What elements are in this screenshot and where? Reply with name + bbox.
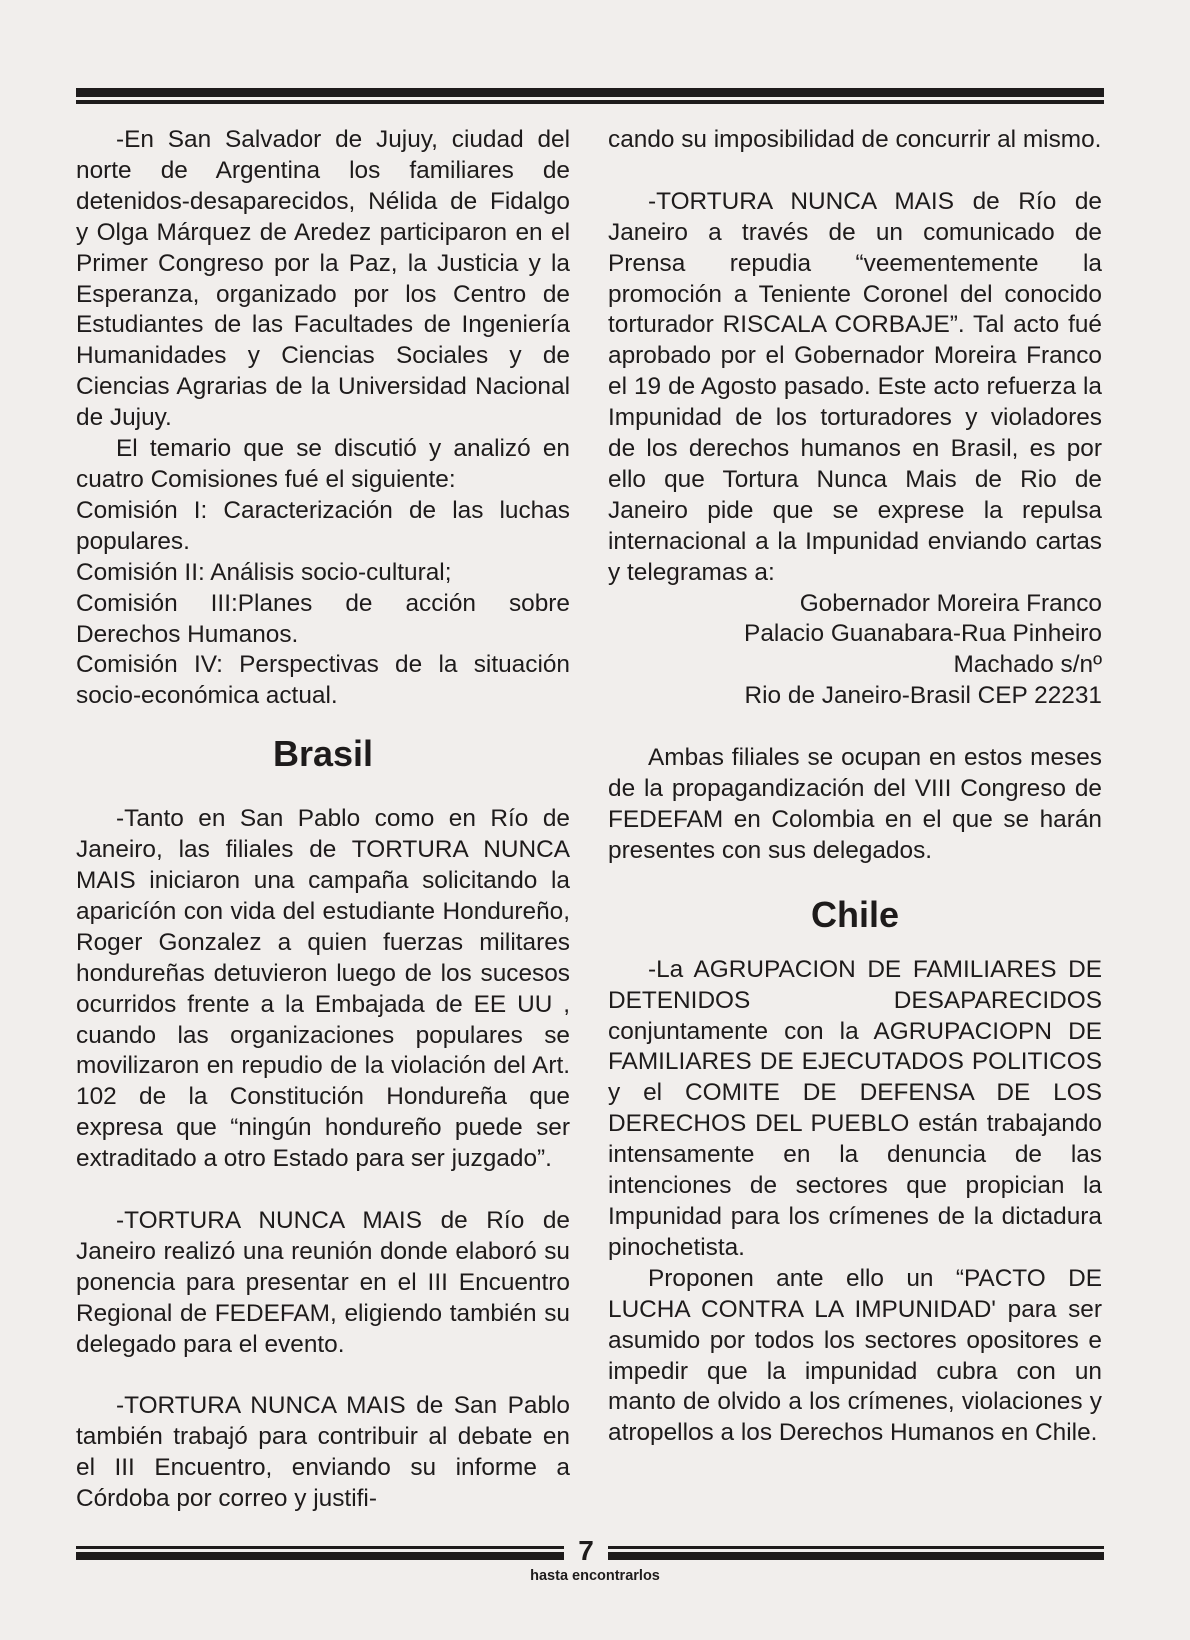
publication-name: hasta encontrarlos — [530, 1568, 660, 1584]
comision-1: Comisión I: Caracterización de las luchas populares. — [76, 496, 570, 555]
address-line-1: Gobernador Moreira Franco — [799, 589, 1102, 617]
top-double-rule — [76, 88, 1104, 105]
address-line-3: Machado s/nº — [953, 651, 1102, 679]
san-pablo-paragraph: -TORTURA NUNCA MAIS de San Pablo también trabajó para contribuir al debate en el III Encuentro, enviando su informe a Córdoba por correo y justifi- — [76, 1392, 570, 1513]
filiales-paragraph: Ambas filiales se ocupan en estos meses de la propagandización del VIII Congreso de FEDEFAM en Colombia en el que se harán presentes con sus delegados. — [608, 744, 1102, 864]
footer-rule-left — [76, 1546, 564, 1560]
pacto-paragraph: Proponen ante ello un “PACTO DE LUCHA CONTRA LA IMPUNIDAD' para ser asumido por todos los sectores opositores e impedir que la impunidad cubra con un manto de olvido a los crímenes, violaciones y atropellos a los Derechos Humanos en Chile. — [608, 1264, 1102, 1447]
address-line-2: Palacio Guanabara-Rua Pinheiro — [744, 620, 1102, 648]
right-column — [608, 125, 1102, 1449]
comision-4: Comisión IV: Perspectivas de la situación socio-económica actual. — [76, 651, 570, 710]
campana-paragraph: -Tanto en San Pablo como en Río de Janeiro, las filiales de TORTURA NUNCA MAIS iniciaron una campaña solicitando la aparicíón con vida del estudiante Hondureño, Roger Gonzalez a quien fuerzas militares hondureñas detuvieron luego de los sucesos ocurridos frente a la Embajada de EE UU , cuando las organizaciones populares se movilizaron en repudio de la violación del Art. 102 de la Constitución Hondureña que expresa que “ningún hondureño puede ser extraditado a otro Estado para ser juzgado”. — [76, 805, 570, 1173]
jujuy-paragraph: -En San Salvador de Jujuy, ciudad del norte de Argentina los familiares de detenidos-desaparecidos, Nélida de Fidalgo y Olga Márquez de Aredez participaron en el Primer Congreso por la Paz, la Justicia y la Esperanza, organizado por los Centro de Estudiantes de las Facultades de Ingeniería Humanidades y Ciencias Sociales y de Ciencias Agrarias de la Universidad Nacional de Jujuy. — [76, 126, 570, 432]
agrupacion-paragraph: -La AGRUPACION DE FAMILIARES DE DETENIDOS DESAPARECIDOS conjuntamente con la AGRUPACIOPN DE FAMILIARES DE EJECUTADOS POLITICOS y el COMITE DE DEFENSA DE LOS DERECHOS DEL PUEBLO están trabajando intensamente en la denuncia de las intenciones de sectores que propician la Impunidad para los crímenes de la dictadura pinochetista. — [608, 955, 1102, 1261]
left-column — [76, 125, 570, 1515]
comision-3: Comisión III:Planes de acción sobre Derechos Humanos. — [76, 589, 570, 648]
brasil-heading: Brasil — [272, 733, 374, 775]
comunicado-paragraph: -TORTURA NUNCA MAIS de Río de Janeiro a través de un comunicado de Prensa repudia “veementemente la promoción a Teniente Coronel del conocido torturador RISCALA CORBAJE”. Tal acto fué aprobado por el Gobernador Moreira Franco el 19 de Agosto pasado. Este acto refuerza la Impunidad de los torturadores y violadores de los derechos humanos en Brasil, es por ello que Tortura Nunca Mais de Rio de Janeiro pide que se exprese la repulsa internacional a la Impunidad enviando cartas y telegramas a: — [608, 187, 1102, 586]
comision-2: Comisión II: Análisis socio-cultural; — [76, 558, 452, 586]
footer-rule-right — [608, 1546, 1104, 1560]
chile-heading: Chile — [810, 893, 899, 935]
reunion-paragraph: -TORTURA NUNCA MAIS de Río de Janeiro realizó una reunión donde elaboró su ponencia para presentar en el III Encuentro Regional de FEDEFAM, eligiendo también su delegado para el evento. — [76, 1206, 570, 1358]
page-number: 7 — [578, 1535, 594, 1566]
temario-paragraph: El temario que se discutió y analizó en cuatro Comisiones fué el siguiente: — [76, 435, 570, 493]
continuation-paragraph: cando su imposibilidad de concurrir al mismo. — [608, 126, 1102, 153]
address-line-4: Rio de Janeiro-Brasil CEP 22231 — [744, 682, 1102, 710]
